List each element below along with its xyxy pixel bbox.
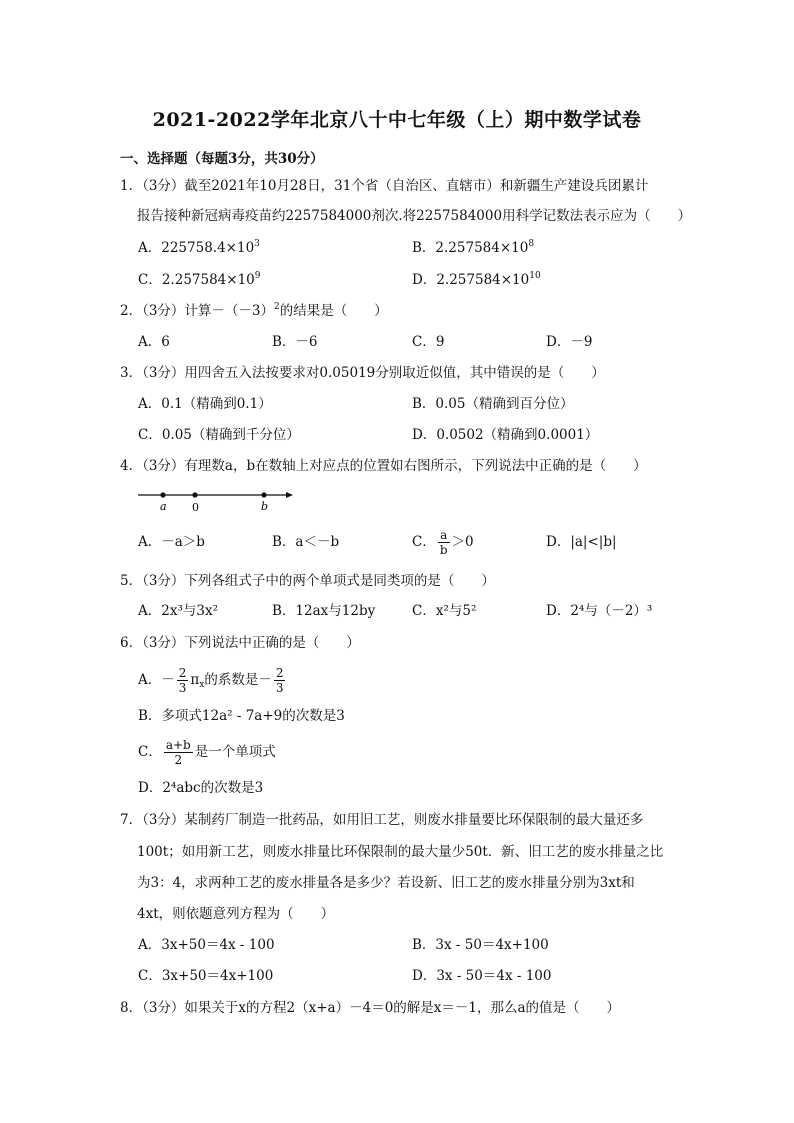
- q3-option-b[interactable]: B．0.05（精确到百分位）: [412, 396, 574, 412]
- q4-number-line: [136, 487, 296, 515]
- q5-option-b[interactable]: B．12ax与12by: [272, 603, 376, 619]
- q1-option-d[interactable]: D．$2.257584\times 10^{10}$: [412, 271, 541, 288]
- page-title: 2021-2022学年北京八十中七年级（上）期中数学试卷: [152, 109, 642, 131]
- q7-stem-line3: 为3：4，求两种工艺的废水排量各是多少？若设新、旧工艺的废水排量分别为3xt和: [137, 875, 635, 891]
- q4-option-c[interactable]: C． $\frac{a}{b}$ ＞0: [412, 528, 474, 557]
- q5-option-c[interactable]: C．x²与5²: [412, 603, 477, 619]
- q7-option-a[interactable]: A．3x+50＝4x - 100: [138, 937, 275, 953]
- q1-option-b[interactable]: B．$2.257584\times 10^8$: [412, 239, 535, 256]
- q6-a-fraction-1: $\frac{2}{3}$: [178, 666, 187, 695]
- q7-option-b[interactable]: B．3x - 50＝4x+100: [412, 937, 549, 953]
- q1-option-a[interactable]: A．$225758.4\times 10^3$: [138, 239, 260, 256]
- q4-c-fraction: $\frac{a}{b}$: [439, 528, 448, 557]
- point-zero: [192, 492, 197, 497]
- q2-option-b[interactable]: B．－6: [272, 334, 318, 350]
- q3-option-d[interactable]: D．0.0502（精确到0.0001）: [412, 427, 599, 443]
- q6-c-fraction: $\frac{a+b}{2}$: [165, 738, 191, 767]
- q6-option-b[interactable]: B．多项式12a² - 7a+9的次数是3: [138, 708, 345, 724]
- q6-stem: 6．（3分）下列说法中正确的是（ ）: [120, 635, 360, 651]
- q6-option-a[interactable]: A．－ $\frac{2}{3}$ $\pi_x$的系数是－ $\frac{2}{3}$: [138, 666, 284, 695]
- q4-stem: 4．（3分）有理数a，b在数轴上对应点的位置如右图所示，下列说法中正确的是（ ）: [120, 458, 647, 474]
- q5-option-a[interactable]: A．2x³与3x²: [138, 603, 218, 619]
- q7-stem-line2: 100t；如用新工艺，则废水排量比环保限制的最大量少50t．新、旧工艺的废水排量之比: [137, 844, 664, 860]
- q7-option-c[interactable]: C．3x+50＝4x+100: [138, 968, 274, 984]
- q2-option-d[interactable]: D．－9: [546, 334, 593, 350]
- q5-stem: 5．（3分）下列各组式子中的两个单项式是同类项的是（ ）: [120, 573, 495, 589]
- q3-stem: 3．（3分）用四舍五入法按要求对0.05019分别取近似值，其中错误的是（ ）: [120, 365, 605, 381]
- q2-option-a[interactable]: A．6: [138, 334, 170, 350]
- q7-stem-line1: 7．（3分）某制药厂制造一批药品，如用旧工艺，则废水排量要比环保限制的最大量还多: [120, 812, 644, 828]
- number-line-arrow: [286, 492, 293, 498]
- q6-option-d[interactable]: D．2⁴abc的次数是3: [138, 780, 264, 796]
- q6-option-c[interactable]: C． $\frac{a+b}{2}$ 是一个单项式: [138, 738, 276, 767]
- q4-option-b[interactable]: B．a＜－b: [272, 534, 340, 550]
- q3-option-a[interactable]: A．0.1（精确到0.1）: [138, 396, 272, 412]
- q7-stem-line4: 4xt，则依题意列方程为（ ）: [137, 906, 335, 922]
- q7-option-d[interactable]: D．3x - 50＝4x - 100: [412, 968, 552, 984]
- q5-option-d[interactable]: D．2⁴与（－2）³: [546, 603, 653, 619]
- q1-stem-line2: 报告接种新冠病毒疫苗约2257584000剂次.将2257584000用科学记数法表示应为（ ）: [137, 208, 692, 224]
- q1-stem-line1: 1．（3分）截至2021年10月28日，31个省（自治区、直辖市）和新疆生产建设兵团累计: [120, 178, 649, 194]
- q1-option-c[interactable]: C．$2.257584\times 10^9$: [138, 271, 261, 288]
- q4-option-d[interactable]: D．|a|<|b|: [546, 534, 617, 550]
- q3-option-c[interactable]: C．0.05（精确到千分位）: [138, 427, 300, 443]
- label-a: a: [160, 500, 167, 513]
- label-b: b: [261, 500, 269, 513]
- q2-option-c[interactable]: C．9: [412, 334, 445, 350]
- point-a: [160, 492, 165, 497]
- q4-option-a[interactable]: A．－a＞b: [138, 534, 205, 550]
- q2-stem: 2．（3分）计算$-(-3)^2$的结果是（ ）: [120, 302, 388, 319]
- section-heading: 一、选择题（每题3分，共30分）: [120, 151, 324, 167]
- point-b: [261, 492, 266, 497]
- label-zero: 0: [192, 501, 199, 514]
- q6-a-fraction-2: $\frac{2}{3}$: [275, 666, 284, 695]
- q8-stem: 8．（3分）如果关于x的方程2（x+a）－4＝0的解是x＝－1，那么a的值是（ ）: [120, 1000, 621, 1016]
